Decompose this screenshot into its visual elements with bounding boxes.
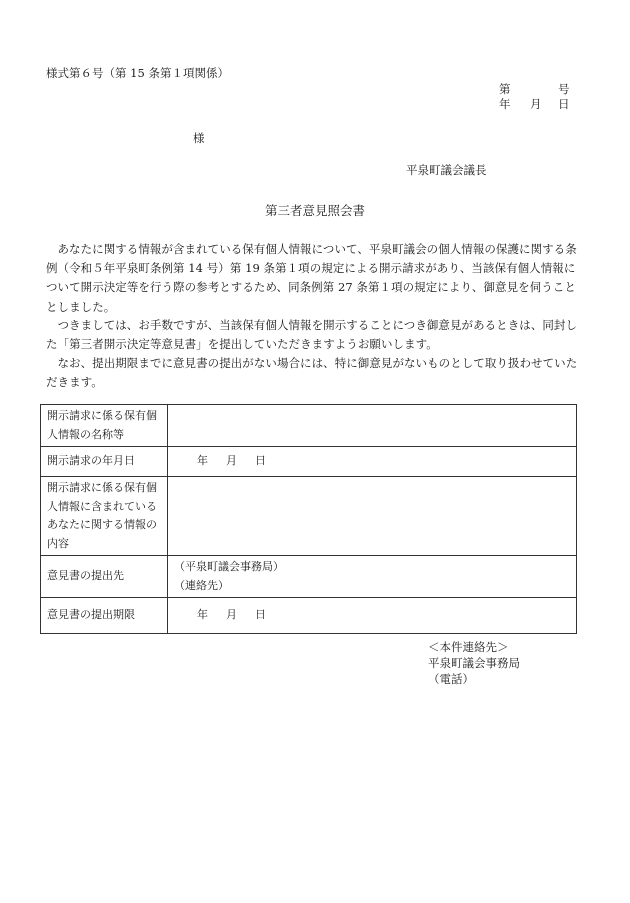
doc-number-suffix: 号: [558, 82, 570, 96]
field-deadline: [168, 598, 577, 634]
header-day: 日: [558, 97, 570, 111]
request-date-year: 年: [197, 454, 208, 468]
row-label-request-date: 開示請求の年月日: [41, 447, 168, 477]
field-submission-to: [168, 556, 577, 598]
row-label-info-name: 開示請求に係る保有個人情報の名称等: [41, 405, 168, 447]
doc-number-prefix: 第: [499, 82, 511, 96]
table-row: [41, 447, 577, 477]
addressee-honorific: 様: [193, 131, 205, 145]
deadline-month: 月: [226, 608, 237, 622]
submission-contact: （連絡先）: [174, 578, 229, 592]
table-row: [41, 405, 577, 447]
contact-office: 平泉町議会事務局: [428, 656, 520, 670]
header-month: 月: [530, 97, 542, 111]
header-year: 年: [499, 97, 511, 111]
sender-name: 平泉町議会議長: [406, 163, 487, 177]
form-number: 様式第６号（第 15 条第１項関係）: [46, 66, 229, 80]
contact-heading: ＜本件連絡先＞: [428, 640, 509, 654]
table-row: [41, 598, 577, 634]
table-row: [41, 477, 577, 556]
inquiry-table: [40, 404, 577, 634]
body-paragraph-3: なお、提出期限までに意見書の提出がない場合には、特に御意見がないものとして取り扱わせていただきます。: [46, 356, 578, 390]
request-date-month: 月: [226, 454, 237, 468]
body-paragraph-2: つきましては、お手数ですが、当該保有個人情報を開示することにつき御意見があるときは、同封した「第三者開示決定等意見書」を提出していただきますようお願いします。: [46, 318, 578, 352]
body-paragraph-1: あなたに関する情報が含まれている保有個人情報について、平泉町議会の個人情報の保護に関する条例（令和５年平泉町条例第 14 号）第 19 条第１項の規定による開示請求があり、当該保有個人情報について開示決定等を行う際の参考とするため、同条例第 27 条第１項の規定により、御意見を伺うこととしました。: [46, 242, 577, 314]
contact-phone: （電話）: [428, 672, 474, 686]
row-label-deadline: 意見書の提出期限: [41, 598, 168, 634]
field-info-name: [168, 405, 577, 447]
submission-office: （平泉町議会事務局）: [174, 560, 284, 573]
row-label-submission-to: 意見書の提出先: [41, 556, 168, 598]
field-info-content: [168, 477, 577, 556]
row-label-info-content: 開示請求に係る保有個人情報に含まれているあなたに関する情報の内容: [41, 477, 168, 556]
document-title: 第三者意見照会書: [264, 203, 365, 218]
deadline-year: 年: [197, 608, 208, 622]
deadline-day: 日: [255, 608, 266, 622]
table-row: [41, 556, 577, 598]
field-request-date: [168, 447, 577, 477]
request-date-day: 日: [255, 454, 266, 468]
